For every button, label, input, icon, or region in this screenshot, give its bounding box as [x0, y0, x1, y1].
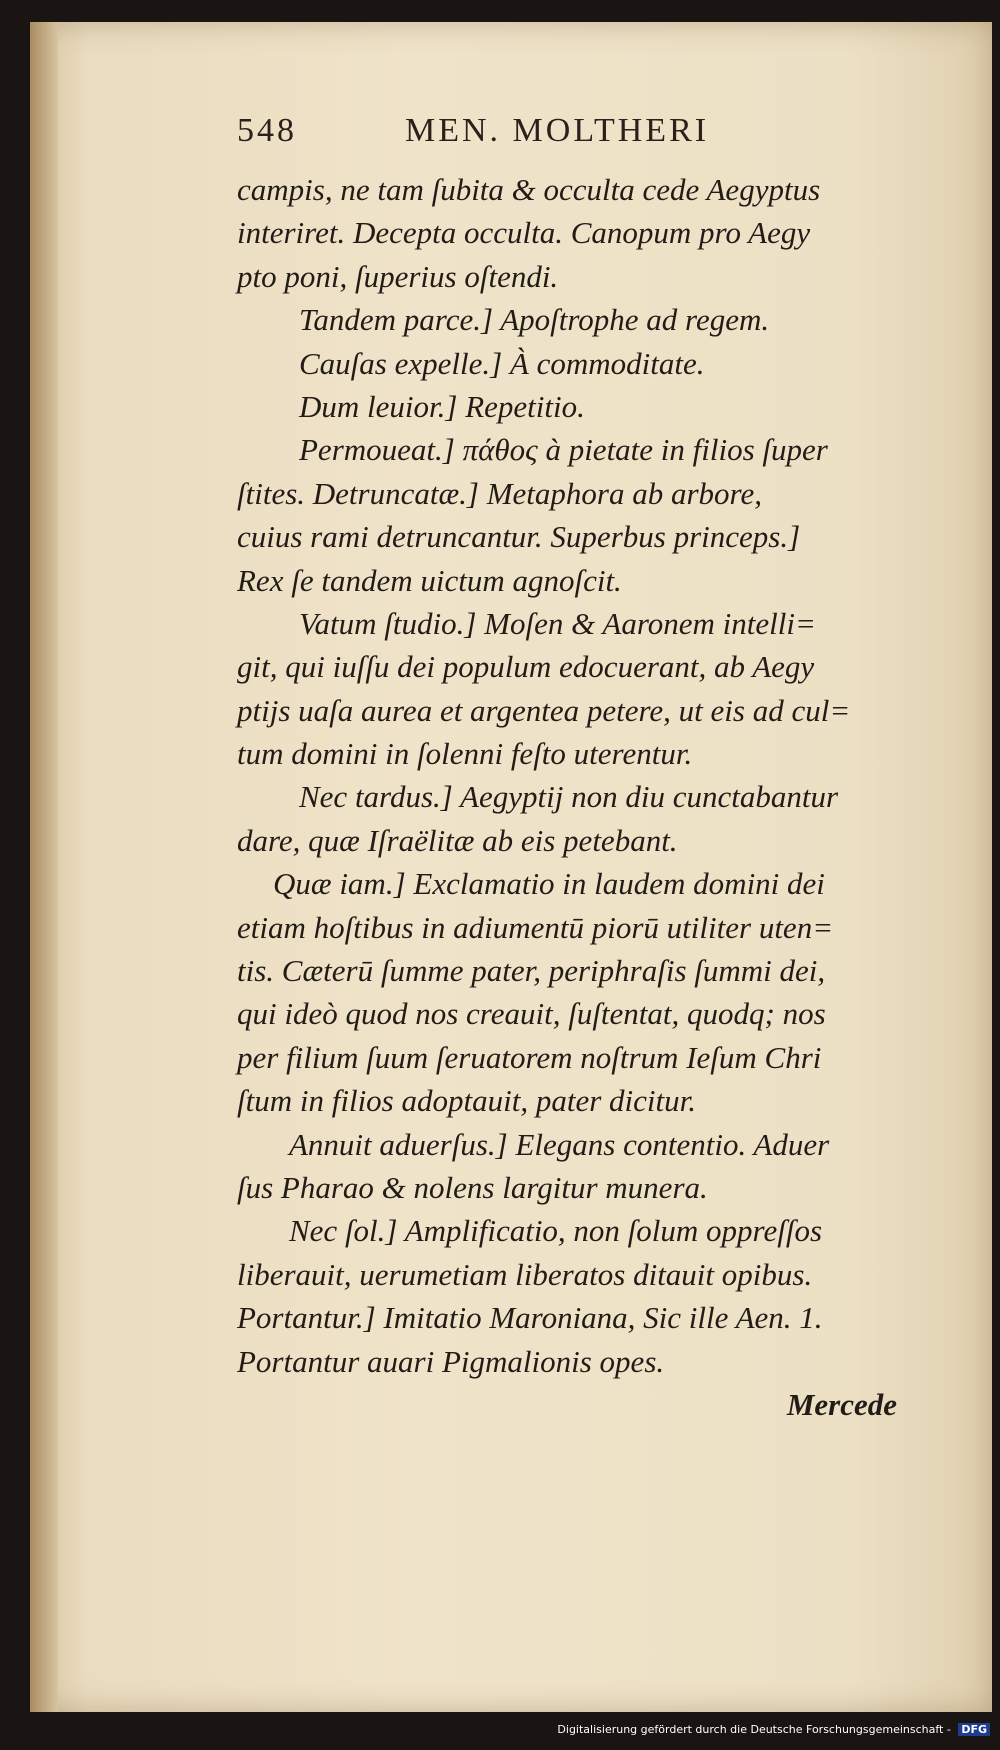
body-text [237, 168, 957, 1426]
text-line: Quæ iam.] Exclamatio in laudem domini dei [273, 866, 825, 902]
text-line: git, qui iuſſu dei populum edocuerant, ab Aegy [237, 649, 815, 685]
text-line: interiret. Decepta occulta. Canopum pro Aegy [237, 215, 811, 251]
text-line: Nec tardus.] Aegyptij non diu cunctabantur [299, 779, 839, 815]
text-line: campis, ne tam ſubita & occulta cede Aegyptus [237, 172, 821, 207]
text-line: dare, quæ Iſraëlitæ ab eis petebant. [237, 822, 678, 858]
digitization-credit [553, 1721, 994, 1738]
text-line: ptijs uaſa aurea et argentea petere, ut eis ad cul= [237, 692, 851, 728]
text-line: ſtum in filios adoptauit, pater dicitur. [237, 1083, 696, 1119]
text-line: ſtites. Detruncatæ.] Metaphora ab arbore, [237, 475, 762, 511]
text-line: tis. Cæterū ſumme pater, periphraſis ſummi dei, [237, 953, 826, 989]
text-line: Permoueat.] πάθος à pietate in filios ſuper [299, 432, 828, 468]
text-line: Nec ſol.] Amplificatio, non ſolum oppreſſos [289, 1213, 823, 1249]
text-line: per filium ſuum ſeruatorem noſtrum Ieſum Chri [237, 1039, 822, 1075]
text-line: Dum leuior.] Repetitio. [299, 388, 585, 424]
text-line: Cauſas expelle.] À commoditate. [299, 345, 705, 381]
dfg-logo: DFG [958, 1723, 990, 1736]
catchword: Mercede [786, 1386, 897, 1422]
text-line: Tandem parce.] Apoſtrophe ad regem. [299, 302, 770, 338]
page-gutter [30, 22, 58, 1712]
text-line: qui ideò quod nos creauit, ſuſtentat, quodq; nos [237, 996, 826, 1032]
text-line: Portantur.] Imitatio Maroniana, Sic ille Aen. 1. [237, 1300, 823, 1336]
text-line: Vatum ſtudio.] Moſen & Aaronem intelli= [299, 605, 816, 641]
text-line: tum domini in ſolenni feſto uterentur. [237, 736, 693, 772]
text-line: pto poni, ſuperius oſtendi. [237, 258, 559, 294]
text-line: ſus Pharao & nolens largitur munera. [237, 1169, 708, 1205]
page-number: 548 [237, 112, 297, 149]
running-title: MEN. MOLTHERI [405, 112, 710, 149]
text-line: Rex ſe tandem uictum agnoſcit. [237, 562, 622, 598]
page-header [237, 112, 837, 162]
text-line: etiam hoſtibus in adiumentū piorū utiliter uten= [237, 909, 834, 945]
credit-text: Digitalisierung gefördert durch die Deutsche Forschungsgemeinschaft - [557, 1723, 951, 1736]
text-line: Portantur auari Pigmalionis opes. [237, 1343, 665, 1379]
text-line: cuius rami detruncantur. Superbus princeps.] [237, 519, 801, 555]
text-line: Annuit aduerſus.] Elegans contentio. Aduer [289, 1126, 830, 1162]
text-line: liberauit, uerumetiam liberatos ditauit opibus. [237, 1256, 813, 1292]
